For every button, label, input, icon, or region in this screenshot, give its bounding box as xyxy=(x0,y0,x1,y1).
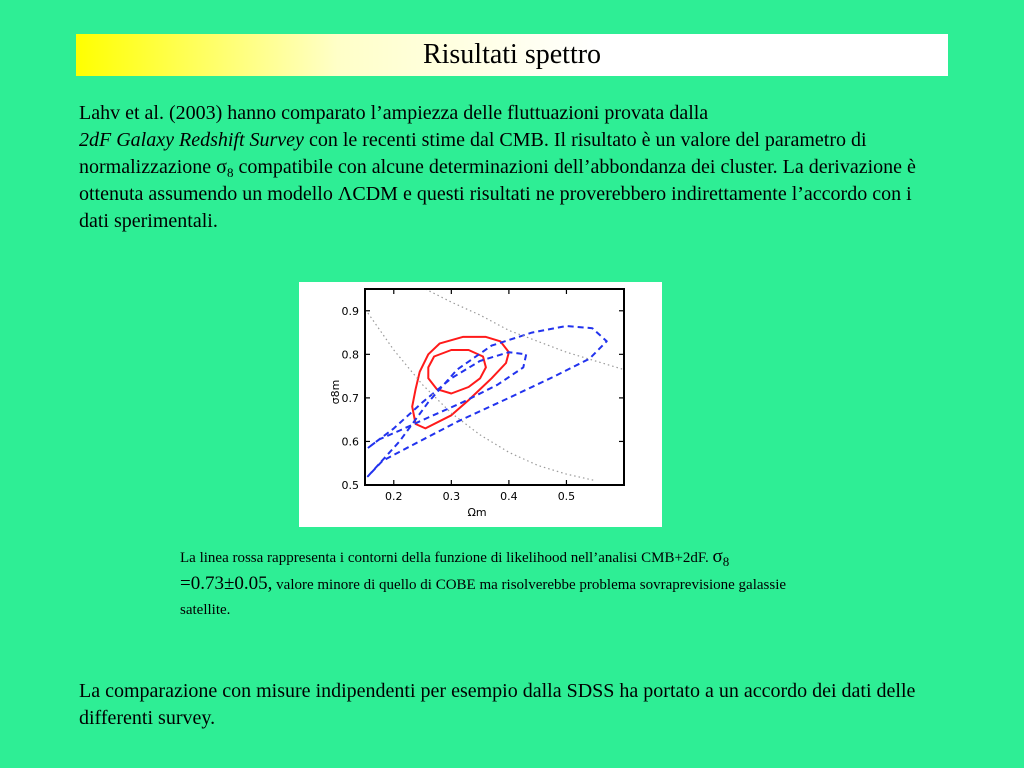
y-tick-label: 0.8 xyxy=(341,348,359,362)
caption-sigma-subscript: 8 xyxy=(722,554,730,569)
intro-paragraph xyxy=(79,100,939,235)
slide-title: Risultati spettro xyxy=(422,39,602,70)
contour-dotted-5 xyxy=(368,313,595,481)
contour-figure xyxy=(299,282,662,527)
figure-caption xyxy=(180,544,820,623)
y-tick-label: 0.5 xyxy=(341,479,359,492)
conclusion-paragraph: La comparazione con misure indipendenti per esempio dalla SDSS ha portato a un accordo dei dati delle differenti survey. xyxy=(79,680,916,729)
intro-part4: CDM e questi risultati ne proverebbero indirettamente l’accordo con i dati sperimentali. xyxy=(79,183,912,232)
contour-dashed-3 xyxy=(368,326,607,476)
caption-sigma-symbol: σ xyxy=(712,546,723,567)
x-tick-label: 0.4 xyxy=(500,490,518,503)
y-tick-label: 0.9 xyxy=(341,304,359,318)
y-tick-label: 0.7 xyxy=(341,391,359,405)
sigma-subscript: 8 xyxy=(226,165,234,180)
caption-line1: La linea rossa rappresenta i contorni della funzione di likelihood nell’analisi CMB+2dF. xyxy=(180,550,709,566)
plot-frame xyxy=(365,289,624,485)
x-tick-label: 0.2 xyxy=(385,490,403,503)
intro-part2: con le recenti stime dal CMB. Il risultato è un valore del parametro di normalizzazione xyxy=(79,129,867,178)
y-axis-label-main: σ8m xyxy=(329,379,342,405)
caption-line2: valore minore di quello di COBE ma risolverebbe problema sovraprevisione galassie satellite. xyxy=(180,577,787,618)
survey-name: 2dF Galaxy Redshift Survey xyxy=(79,129,304,151)
caption-value: =0.73±0.05, xyxy=(180,573,273,594)
lambda-symbol: Λ xyxy=(337,183,353,205)
x-tick-label: 0.5 xyxy=(557,490,576,503)
x-tick-label: 0.3 xyxy=(442,490,461,503)
intro-part1: Lahv et al. (2003) hanno comparato l’ampiezza delle fluttuazioni provata dalla xyxy=(79,102,709,124)
x-axis-label: Ωm xyxy=(467,506,487,519)
y-axis-label xyxy=(329,380,342,405)
y-tick-label: 0.6 xyxy=(341,435,359,449)
title-bar xyxy=(76,34,948,76)
sigma-symbol: σ xyxy=(216,156,227,178)
contour-chart xyxy=(299,282,662,527)
intro-part3: compatibile con alcune determinazioni dell’abbondanza dei cluster. La derivazione è ottenuta assumendo un modello xyxy=(79,156,916,205)
